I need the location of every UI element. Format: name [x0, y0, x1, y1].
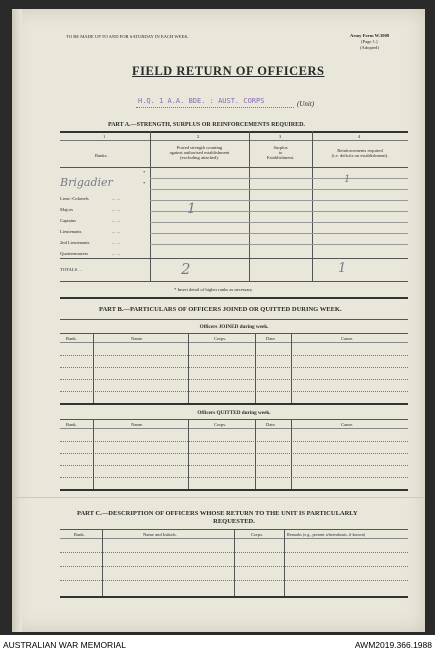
surplus-header-3: Establishment.: [266, 155, 295, 160]
quitted-top-rule: [60, 419, 408, 420]
part-b-heading: PART B.—PARTICULARS OF OFFICERS JOINED OR QUITTED DURING WEEK.: [99, 306, 342, 313]
star-marker: *: [143, 181, 146, 186]
posted-header-1: Posted strength counting: [176, 145, 223, 150]
form-adopted: (Adopted): [360, 45, 379, 50]
joined-col-corps: Corps.: [214, 336, 227, 341]
col-number-3: 3: [279, 134, 282, 139]
totals-bottom-rule: [60, 281, 408, 282]
part-c-col-name: Name and Initials.: [143, 532, 177, 537]
form-number: Army Form W.3008: [350, 33, 390, 38]
brigadier-reinforcement-entry: 1: [344, 174, 351, 185]
joined-col-name: Name.: [131, 336, 144, 341]
joined-col-rank: Rank.: [66, 336, 77, 341]
joined-col-divider: [93, 333, 94, 403]
joined-row-rule: [60, 367, 408, 368]
unit-label: (Unit): [297, 100, 315, 108]
rank-label: Quartermasters: [60, 251, 89, 256]
form-page: (Page 1.): [361, 39, 378, 44]
part-c-heading-line2: REQUESTED.: [213, 518, 255, 525]
quitted-col-divider: [93, 419, 94, 489]
joined-col-divider: [291, 333, 292, 403]
quitted-col-corps: Corps.: [214, 422, 227, 427]
rank-label: Captains: [60, 218, 77, 223]
surplus-header-2: to: [278, 150, 283, 155]
totals-posted-entry: 2: [181, 260, 191, 278]
col-number-rule: [60, 140, 408, 141]
joined-bottom-rule: [60, 403, 408, 405]
part-a-heading: PART A.—STRENGTH, SURPLUS OR REINFORCEMENTS REQUIRED.: [108, 122, 305, 128]
quitted-row-rule: [60, 453, 408, 454]
joined-col-divider: [188, 333, 189, 403]
rank-label: Lieut.-Colonels: [60, 196, 89, 201]
quitted-bottom-rule: [60, 489, 408, 491]
joined-col-divider: [255, 333, 256, 403]
unit-stamp: H.Q. 1 A.A. BDE. : AUST. CORPS: [138, 97, 265, 105]
rank-leaders: ... ...: [112, 218, 121, 223]
col-number-4: 4: [358, 134, 361, 139]
totals-reinforcement-entry: 1: [338, 261, 347, 276]
quitted-title: Officers QUITTED during week.: [197, 410, 271, 416]
joined-top-rule: [60, 333, 408, 334]
surplus-header-1: Surplus: [273, 145, 288, 150]
quitted-col-cause: Cause.: [341, 422, 354, 427]
part-c-bottom-rule: [60, 596, 408, 598]
rank-label: 2nd Lieutenants: [60, 240, 90, 245]
part-c-col-remarks: Remarks (e.g., present whereabouts, if known): [287, 532, 366, 537]
part-a-top-rule: [60, 131, 408, 133]
rank-label: Lieutenants: [60, 229, 82, 234]
joined-col-date: Date.: [266, 336, 276, 341]
part-b-rule: [60, 319, 408, 320]
quitted-row-rule: [60, 477, 408, 478]
part-c-col-divider: [284, 529, 285, 596]
posted-header-3: (excluding attached).: [180, 155, 219, 160]
joined-row-rule: [60, 355, 408, 356]
col-number-2: 2: [197, 134, 200, 139]
row-rule: [150, 189, 408, 190]
instruction-text: TO BE MADE UP TO AND FOR SATURDAY IN EACH WEEK.: [66, 34, 189, 39]
totals-label: TOTALS ...: [60, 267, 82, 272]
quitted-col-divider: [291, 419, 292, 489]
part-c-col-divider: [234, 529, 235, 596]
star-marker: *: [143, 170, 146, 175]
page-title: FIELD RETURN OF OFFICERS: [132, 64, 325, 78]
credit-right: AWM2019.366.1988: [354, 640, 432, 650]
quitted-row-rule: [60, 441, 408, 442]
quitted-row-rule: [60, 465, 408, 466]
paper-edge: [12, 9, 22, 632]
row-rule: [150, 178, 408, 179]
rank-leaders: ... ...: [112, 196, 121, 201]
quitted-col-name: Name.: [131, 422, 144, 427]
part-a-footnote: * Insert detail of higher ranks as necessary.: [174, 287, 254, 292]
unit-underline: [136, 107, 294, 108]
joined-title: Officers JOINED during week.: [199, 324, 269, 330]
credit-bar: [0, 635, 435, 653]
paper-fold: [12, 497, 425, 498]
rank-label: Majors: [60, 207, 74, 212]
joined-row-rule: [60, 391, 408, 392]
quitted-col-divider: [188, 419, 189, 489]
reinf-header-1: Reinforcements required: [337, 148, 383, 153]
row-rule: [150, 222, 408, 223]
quitted-col-rank: Rank.: [66, 422, 77, 427]
handwritten-rank: Brigadier: [60, 176, 113, 189]
rank-leaders: ... ...: [112, 251, 121, 256]
posted-header-2: against authorised establishment: [169, 150, 230, 155]
row-rule: [150, 233, 408, 234]
part-c-heading-line1: PART C.—DESCRIPTION OF OFFICERS WHOSE RETURN TO THE UNIT IS PARTICULARLY: [77, 510, 358, 517]
joined-row-rule: [60, 379, 408, 380]
joined-header-rule: [60, 342, 408, 343]
quitted-col-date: Date.: [266, 422, 276, 427]
joined-col-cause: Cause.: [341, 336, 354, 341]
quitted-col-divider: [255, 419, 256, 489]
majors-posted-entry: 1: [187, 201, 196, 217]
part-c-col-divider: [102, 529, 103, 596]
totals-top-rule: [60, 258, 408, 259]
row-rule: [150, 244, 408, 245]
quitted-header-rule: [60, 428, 408, 429]
rank-leaders: ... ...: [112, 229, 121, 234]
rank-leaders: ... ...: [112, 207, 121, 212]
rank-leaders: ... ...: [112, 240, 121, 245]
part-c-col-rank: Rank.: [74, 532, 85, 537]
ranks-header: Ranks.: [95, 153, 108, 158]
part-b-top-rule: [60, 297, 408, 299]
credit-left: AUSTRALIAN WAR MEMORIAL: [3, 640, 126, 650]
col-number-1: 1: [103, 134, 106, 139]
header-bottom-rule: [60, 167, 408, 168]
part-c-col-corps: Corps.: [251, 532, 264, 537]
reinf-header-2: (i.e. deficits on establishment).: [331, 153, 389, 158]
